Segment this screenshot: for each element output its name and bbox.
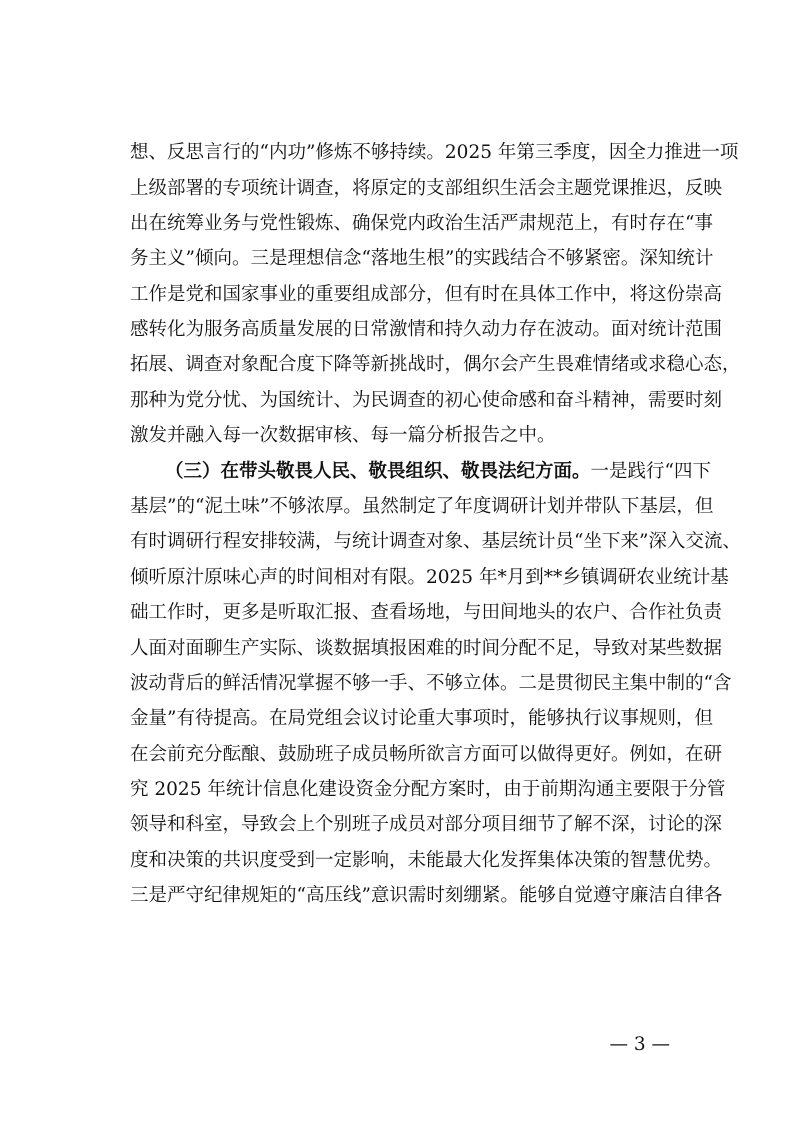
section-3-line-10: 究 2025 年统计信息化建设资金分配方案时，由于前期沟通主要限于分管 <box>130 779 726 800</box>
section-3-line-8: 金量”有待提高。在局党组会议讨论重大事项时，能够执行议事规则，但 <box>130 708 713 729</box>
section-3-line-11: 领导和科室，导致会上个别班子成员对部分项目细节了解不深，讨论的深 <box>130 814 723 835</box>
section-3-first-line <box>165 457 711 487</box>
section-3-heading: （三）在带头敬畏人民、敬畏组织、敬畏法纪方面。 <box>165 461 591 482</box>
section-3-line-6: 人面对面聊生产实际、谈数据填报困难的时间分配不足，导致对某些数据 <box>130 638 723 659</box>
section-3-line-7: 波动背后的鲜活情况掌握不够一手、不够立体。二是贯彻民主集中制的“含 <box>130 673 732 694</box>
section-3-line-2: 基层”的“泥土味”不够浓厚。虽然制定了年度调研计划并带队下基层，但 <box>130 496 714 517</box>
section-3-line-12: 度和决策的共识度受到一定影响，未能最大化发挥集体决策的智慧优势。 <box>130 850 723 871</box>
body-line-1: 想、反思言行的“内功”修炼不够持续。2025 年第三季度，因全力推进一项 <box>130 142 739 163</box>
section-3-line-3: 有时调研行程安排较满，与统计调查对象、基层统计员“坐下来”深入交流、 <box>130 531 741 552</box>
section-3-first-line-rest: 一是践行“四下 <box>590 461 711 482</box>
page-number: — 3 — <box>609 1034 670 1055</box>
body-line-7: 拓展、调查对象配合度下降等新挑战时，偶尔会产生畏难情绪或求稳心态， <box>130 354 741 375</box>
section-3-line-9: 在会前充分酝酿、鼓励班子成员畅所欲言方面可以做得更好。例如，在研 <box>130 744 723 765</box>
body-line-4: 务主义”倾向。三是理想信念“落地生根”的实践结合不够紧密。深知统计 <box>130 248 714 269</box>
section-3-line-13: 三是严守纪律规矩的“高压线”意识需时刻绷紧。能够自觉遵守廉洁自律各 <box>130 885 723 906</box>
body-line-8: 那种为党分忧、为国统计、为民调查的初心使命感和奋斗精神，需要时刻 <box>130 390 723 411</box>
body-line-2: 上级部署的专项统计调查，将原定的支部组织生活会主题党课推迟，反映 <box>130 178 723 199</box>
body-line-5: 工作是党和国家事业的重要组成部分，但有时在具体工作中，将这份崇高 <box>130 284 723 305</box>
section-3-line-4: 倾听原汁原味心声的时间相对有限。2025 年*月到**乡镇调研农业统计基 <box>130 567 729 588</box>
section-3-line-5: 础工作时，更多是听取汇报、查看场地，与田间地头的农户、合作社负责 <box>130 602 723 623</box>
body-line-6: 感转化为服务高质量发展的日常激情和持久动力存在波动。面对统计范围 <box>130 319 723 340</box>
body-line-3: 出在统筹业务与党性锻炼、确保党内政治生活严肃规范上，有时存在“事 <box>130 213 713 234</box>
body-line-9: 激发并融入每一次数据审核、每一篇分析报告之中。 <box>130 425 556 446</box>
